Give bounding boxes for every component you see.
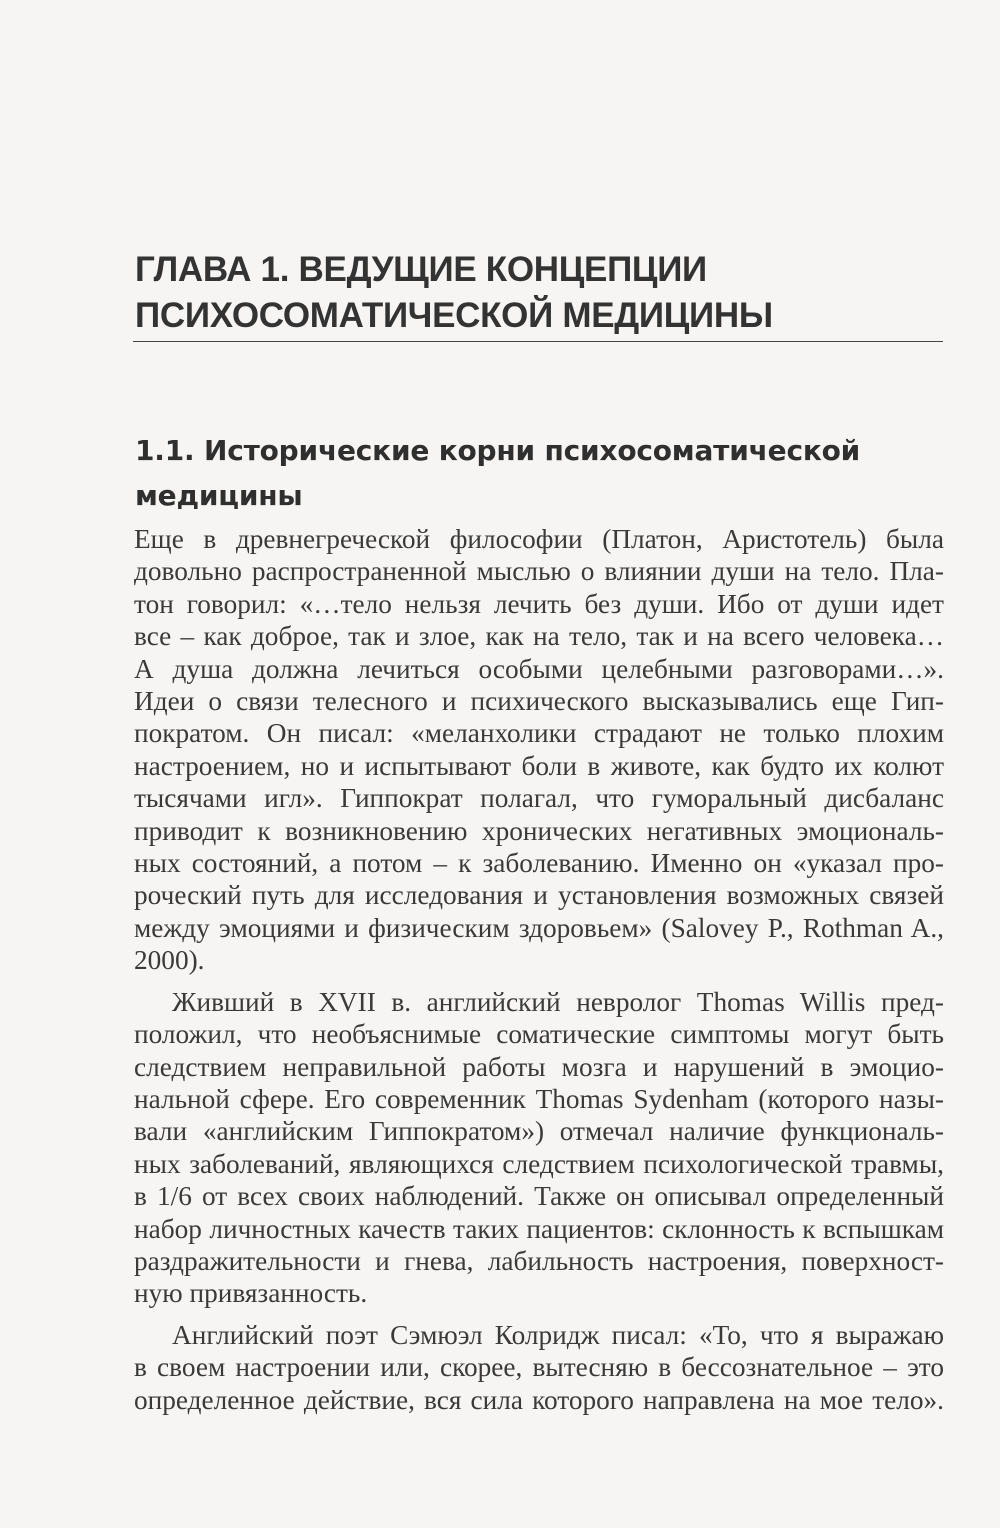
paragraph-gap xyxy=(134,1310,944,1319)
paragraph-gap xyxy=(134,977,944,986)
text-line: А душа должна лечиться особыми целебными разговорами…». xyxy=(134,653,944,684)
text-line: между эмоциями и физическим здоровьем» (Salovey P., Rothman A., xyxy=(134,912,944,943)
text-line: раздражительности и гнева, лабильность настроения, поверхност- xyxy=(134,1245,944,1276)
text-line: набор личностных качеств таких пациентов: склонность к вспышкам xyxy=(134,1213,944,1244)
text-line: настроением, но и испытывают боли в животе, как будто их колют xyxy=(134,750,944,781)
text-line: нальной сфере. Его современник Thomas Sydenham (которого назы- xyxy=(134,1083,944,1114)
section-title-line: медицины xyxy=(135,479,303,512)
chapter-title xyxy=(135,247,955,339)
text-line: в своем настроении или, скорее, вытесняю в бессознательное – это xyxy=(134,1352,944,1383)
text-line: все – как доброе, так и злое, как на тело, так и на всего человека… xyxy=(134,621,944,652)
text-line: роческий путь для исследования и установления возможных связей xyxy=(134,880,944,911)
text-line: приводит к возникновению хронических негативных эмоциональ- xyxy=(134,815,944,846)
chapter-divider xyxy=(133,341,943,342)
text-line: пократом. Он писал: «меланхолики страдают не только плохим xyxy=(134,718,944,749)
chapter-title-line: ПСИХОСОМАТИЧЕСКОЙ МЕДИЦИНЫ xyxy=(135,296,773,335)
section-title-line: 1.1. Исторические корни психосоматической xyxy=(135,434,861,467)
body-text xyxy=(134,523,944,1416)
text-line: довольно распространенной мыслью о влиянии души на тело. Пла- xyxy=(134,556,944,587)
text-line: Английский поэт Сэмюэл Колридж писал: «То, что я выражаю xyxy=(172,1319,944,1350)
text-line: ную привязанность. xyxy=(134,1278,368,1309)
text-line: тысячами игл». Гиппократ полагал, что гуморальный дисбаланс xyxy=(134,783,944,814)
section-title xyxy=(135,428,955,518)
paragraph-2 xyxy=(134,986,944,1310)
text-line: вали «английским Гиппократом») отмечал наличие функциональ- xyxy=(134,1116,944,1147)
text-line: Еще в древнегреческой философии (Платон, Аристотель) была xyxy=(134,524,944,554)
chapter-title-line: ГЛАВА 1. ВЕДУЩИЕ КОНЦЕПЦИИ xyxy=(135,250,707,289)
paragraph-3 xyxy=(134,1319,944,1416)
text-line: следствием неправильной работы мозга и нарушений в эмоцио- xyxy=(134,1051,944,1082)
text-line: положил, что необъяснимые соматические симптомы могут быть xyxy=(134,1019,944,1050)
text-line: 2000). xyxy=(134,945,205,976)
text-line: Идеи о связи телесного и психического высказывались еще Гип- xyxy=(134,686,944,717)
text-line: Живший в XVII в. английский невролог Thomas Willis пред- xyxy=(172,986,944,1017)
text-line: ных состояний, а потом – к заболеванию. Именно он «указал про- xyxy=(134,848,944,879)
text-line: тон говорил: «…тело нельзя лечить без души. Ибо от души идет xyxy=(134,588,944,619)
paragraph-1 xyxy=(134,523,944,977)
text-line: определенное действие, вся сила которого направлена на мое тело». xyxy=(134,1384,944,1415)
text-line: ных заболеваний, являющихся следствием психологической травмы, xyxy=(134,1148,944,1179)
text-line: в 1/6 от всех своих наблюдений. Также он описывал определенный xyxy=(134,1181,944,1212)
